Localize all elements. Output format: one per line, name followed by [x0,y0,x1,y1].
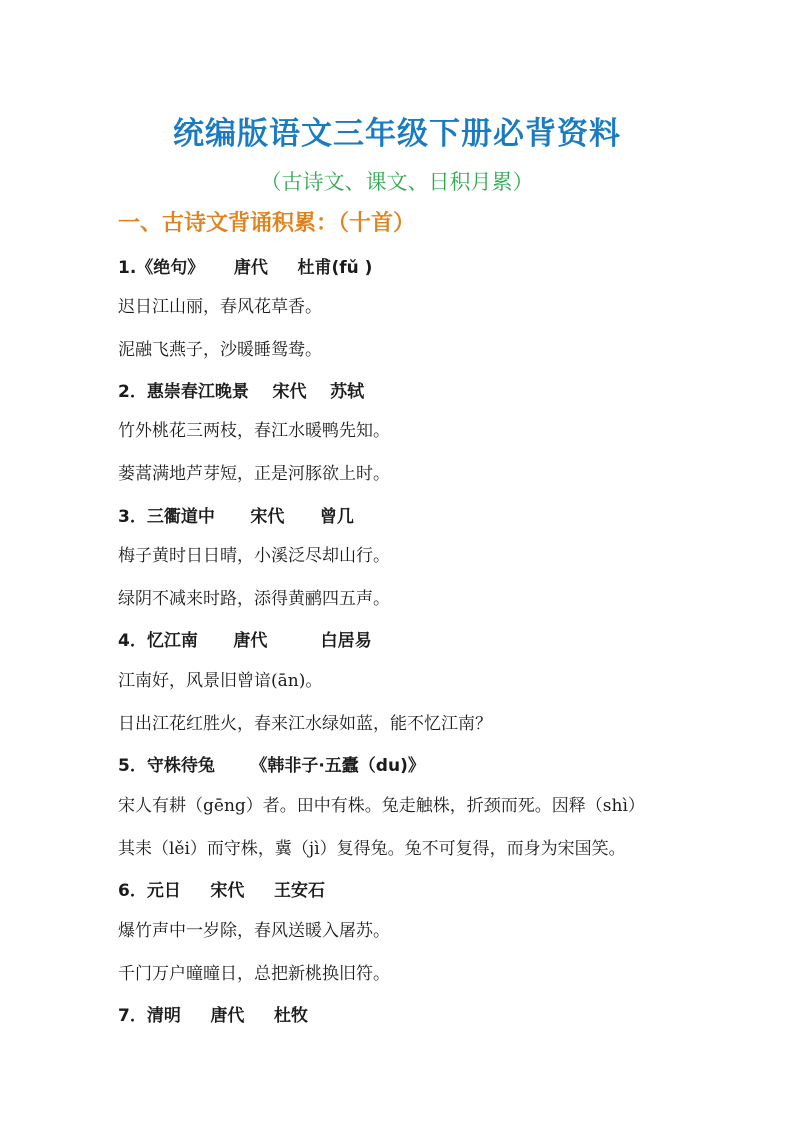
document-title: 统编版语文三年级下册必背资料 [173,116,621,152]
poem-line: 梅子黄时日日晴，小溪泛尽却山行。 [118,546,390,566]
poem-heading: 1.《绝句》 唐代 杜甫(fǔ ) [118,258,373,278]
document-subtitle: （古诗文、课文、日积月累） [260,170,534,194]
poem-heading: 6．元日 宋代 王安石 [118,881,326,901]
poem-line: 竹外桃花三两枝，春江水暖鸭先知。 [118,421,390,441]
poem-line: 其耒（lěi）而守株，冀（jì）复得兔。兔不可复得，而身为宋国笑。 [118,839,626,859]
poem-line: 宋人有耕（gēng）者。田中有株。兔走触株，折颈而死。因释（shì） [118,796,645,816]
poem-line: 千门万户曈曈日，总把新桃换旧符。 [118,964,390,984]
section-heading: 一、古诗文背诵积累：（十首） [118,211,416,236]
poem-heading: 3．三衢道中 宋代 曾几 [118,507,354,527]
poem-line: 蒌蒿满地芦芽短，正是河豚欲上时。 [118,464,390,484]
poem-line: 日出江花红胜火，春来江水绿如蓝，能不忆江南？ [118,714,492,734]
poem-line: 迟日江山丽，春风花草香。 [118,297,322,317]
poem-heading: 4．忆江南 唐代 白居易 [118,631,372,651]
poem-line: 泥融飞燕子，沙暖睡鸳鸯。 [118,340,322,360]
poem-heading: 2．惠崇春江晚景 宋代 苏轼 [118,382,365,402]
poem-line: 绿阴不减来时路，添得黄鹂四五声。 [118,589,390,609]
poem-heading: 5．守株待兔 《韩非子·五蠹（du)》 [118,756,425,776]
poem-heading: 7．清明 唐代 杜牧 [118,1006,309,1026]
poem-line: 爆竹声中一岁除，春风送暖入屠苏。 [118,921,390,941]
poem-line: 江南好，风景旧曾谙(ān)。 [118,671,323,691]
